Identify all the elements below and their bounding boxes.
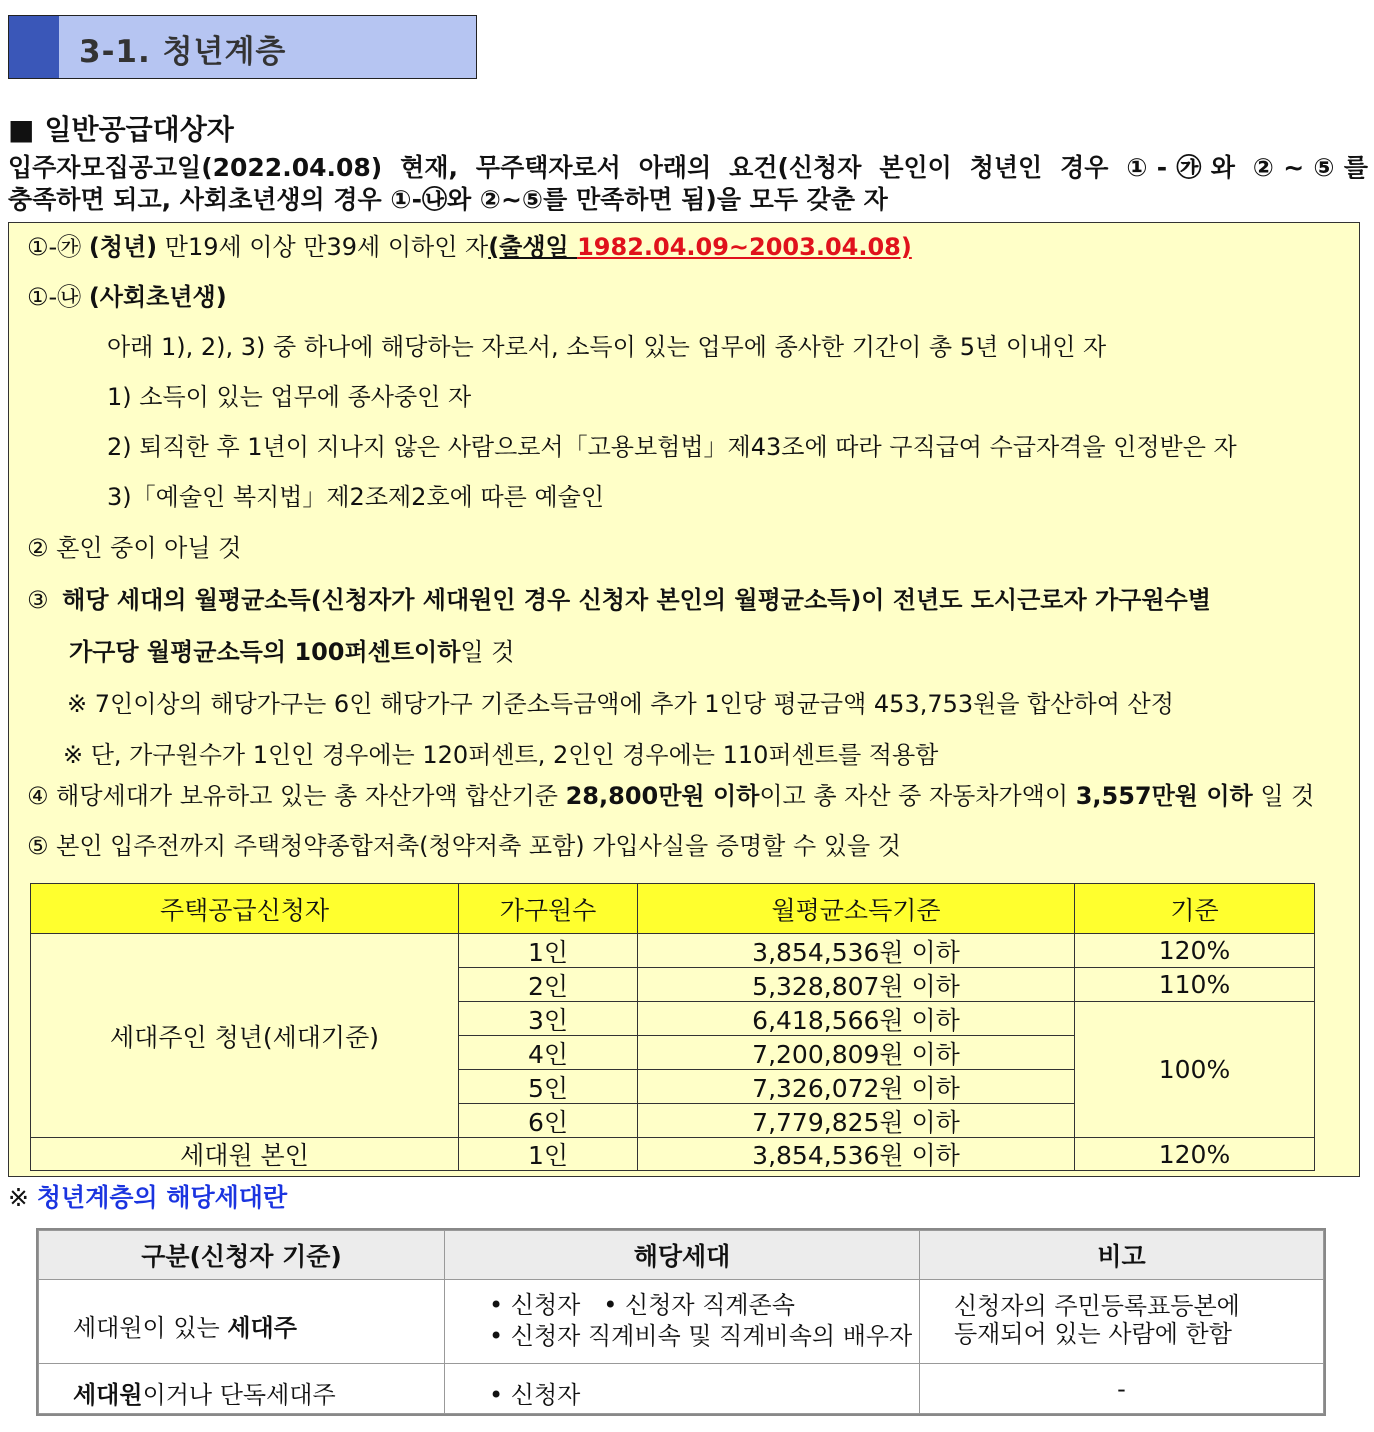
income-header-standard: 기준: [1074, 883, 1315, 934]
household-row1-household: [444, 1279, 920, 1364]
row1-remark-line1: 신청자의 주민등록표등본에: [954, 1292, 1240, 1320]
income-amount-cell: 3,854,536원 이하: [637, 933, 1075, 968]
row1-category-text: 세대원이 있는: [73, 1314, 228, 1342]
subsection-title: [8, 108, 234, 148]
req-assets: [27, 776, 1314, 811]
req-unmarried: ② 혼인 중이 아닐 것: [27, 534, 242, 562]
req-assets-text-a: ④ 해당세대가 보유하고 있는 총 자산가액 합산기준: [27, 782, 566, 810]
req-income: [27, 580, 1211, 615]
income-members-cell: 5인: [458, 1069, 638, 1104]
req-income-note-1: ※ 7인이상의 해당가구는 6인 해당가구 기준소득금액에 추가 1인당 평균금액 453,753원을 합산하여 산정: [67, 690, 1174, 718]
income-members-cell: 1인: [458, 1137, 638, 1171]
row1-category-bold: 세대주: [227, 1314, 297, 1342]
income-group-member: 세대원 본인: [30, 1137, 459, 1171]
income-amount-cell: 5,328,807원 이하: [637, 967, 1075, 1002]
req-youth-text: 만19세 이상 만39세 이하인 자: [157, 233, 489, 261]
header-accent-block: [9, 16, 59, 78]
req-youth-birth-label: (출생일: [488, 233, 578, 261]
income-std-cell: 110%: [1074, 967, 1315, 1002]
income-members-cell: 2인: [458, 967, 638, 1002]
income-members-cell: 6인: [458, 1103, 638, 1138]
income-header-income: 월평균소득기준: [637, 883, 1075, 934]
income-header-applicant: 주택공급신청자: [30, 883, 459, 934]
household-header-category: 구분(신청자 기준): [38, 1230, 445, 1280]
income-group-householder: 세대주인 청년(세대기준): [30, 933, 459, 1138]
req-youth-birth-range: 1982.04.09~2003.04.08): [577, 233, 912, 261]
intro-line-1: 입주자모집공고일(2022.04.08) 현재, 무주택자로서 아래의 요건(신청자 본인이 청년인 경우 ①-㉮와 ②~⑤를: [8, 153, 1368, 182]
req-newworker-desc: 아래 1), 2), 3) 중 하나에 해당하는 자로서, 소득이 있는 업무에 종사한 기간이 총 5년 이내인 자: [107, 333, 1107, 361]
req-income-number: ③: [27, 586, 49, 614]
household-row1-remark: [919, 1279, 1324, 1364]
req-newworker-label: (사회초년생): [88, 283, 227, 311]
row1-remark-line2: 등재되어 있는 사람에 한함: [954, 1320, 1232, 1348]
intro-line-2: 충족하면 되고, 사회초년생의 경우 ①-㉯와 ②~⑤를 만족하면 됨)을 모두 갖춘 자: [8, 185, 888, 214]
row1-household-line2: • 신청자 직계비속 및 직계비속의 배우자: [489, 1322, 913, 1350]
req-car-limit: 3,557만원 이하: [1075, 782, 1253, 810]
row1-household-line1: • 신청자 • 신청자 직계존속: [489, 1291, 795, 1319]
income-table: [30, 883, 1315, 1171]
note-mark: ※: [8, 1183, 37, 1212]
income-std-cell: 100%: [1074, 1001, 1315, 1138]
req-newworker: [27, 277, 227, 312]
req-youth: [27, 227, 912, 262]
income-amount-cell: 7,200,809원 이하: [637, 1035, 1075, 1070]
req-savings: ⑤ 본인 입주전까지 주택청약종합저축(청약저축 포함) 가입사실을 증명할 수 있을 것: [27, 832, 901, 860]
req-income-tail: 일 것: [460, 638, 515, 666]
req-income-note-2: ※ 단, 가구원수가 1인인 경우에는 120퍼센트, 2인인 경우에는 110퍼센트를 적용함: [63, 741, 939, 769]
req-newworker-item1: 1) 소득이 있는 업무에 종사중인 자: [107, 383, 472, 411]
household-row2-category: [38, 1363, 445, 1414]
household-header-household: 해당세대: [444, 1230, 920, 1280]
household-note: [8, 1178, 287, 1214]
req-assets-text-c: 이고 총 자산 중 자동차가액이: [759, 782, 1076, 810]
req-income-line2: [69, 632, 514, 667]
req-newworker-item3: 3)「예술인 복지법」제2조제2호에 따른 예술인: [107, 483, 605, 511]
household-row2-remark: -: [919, 1363, 1324, 1414]
req-youth-label: (청년): [88, 233, 158, 261]
income-members-cell: 1인: [458, 933, 638, 968]
req-newworker-item2: 2) 퇴직한 후 1년이 지나지 않은 사람으로서「고용보험법」제43조에 따라 구직급여 수급자격을 인정받은 자: [107, 433, 1237, 461]
section-title: 3-1. 청년계층: [79, 34, 287, 70]
row2-category-text: 이거나 단독세대주: [142, 1381, 336, 1409]
income-amount-cell: 6,418,566원 이하: [637, 1001, 1075, 1036]
income-std-cell: 120%: [1074, 933, 1315, 968]
income-amount-cell: 7,779,825원 이하: [637, 1103, 1075, 1138]
section-header: [8, 15, 477, 79]
household-header-remark: 비고: [919, 1230, 1324, 1280]
subsection-title-text: 일반공급대상자: [44, 113, 234, 146]
income-members-cell: 4인: [458, 1035, 638, 1070]
req-assets-tail: 일 것: [1252, 782, 1315, 810]
req-newworker-number: ①-㉯: [27, 283, 82, 311]
row2-category-bold: 세대원: [73, 1381, 143, 1409]
req-income-text-1: 해당 세대의 월평균소득(신청자가 세대원인 경우 신청자 본인의 월평균소득)이 전년도 도시근로자 가구원수별: [62, 586, 1211, 614]
income-header-members: 가구원수: [458, 883, 638, 934]
household-row2-household: • 신청자: [444, 1363, 920, 1414]
income-members-cell: 3인: [458, 1001, 638, 1036]
income-amount-cell: 3,854,536원 이하: [637, 1137, 1075, 1171]
req-youth-number: ①-㉮: [27, 233, 82, 261]
square-bullet-icon: ■: [8, 113, 35, 146]
req-assets-limit: 28,800만원 이하: [565, 782, 760, 810]
income-std-cell: 120%: [1074, 1137, 1315, 1171]
household-table: [36, 1228, 1326, 1416]
income-amount-cell: 7,326,072원 이하: [637, 1069, 1075, 1104]
note-title: 청년계층의 해당세대란: [36, 1183, 288, 1212]
household-row1-category: [38, 1279, 445, 1364]
req-income-text-2: 가구당 월평균소득의 100퍼센트이하: [69, 638, 461, 666]
